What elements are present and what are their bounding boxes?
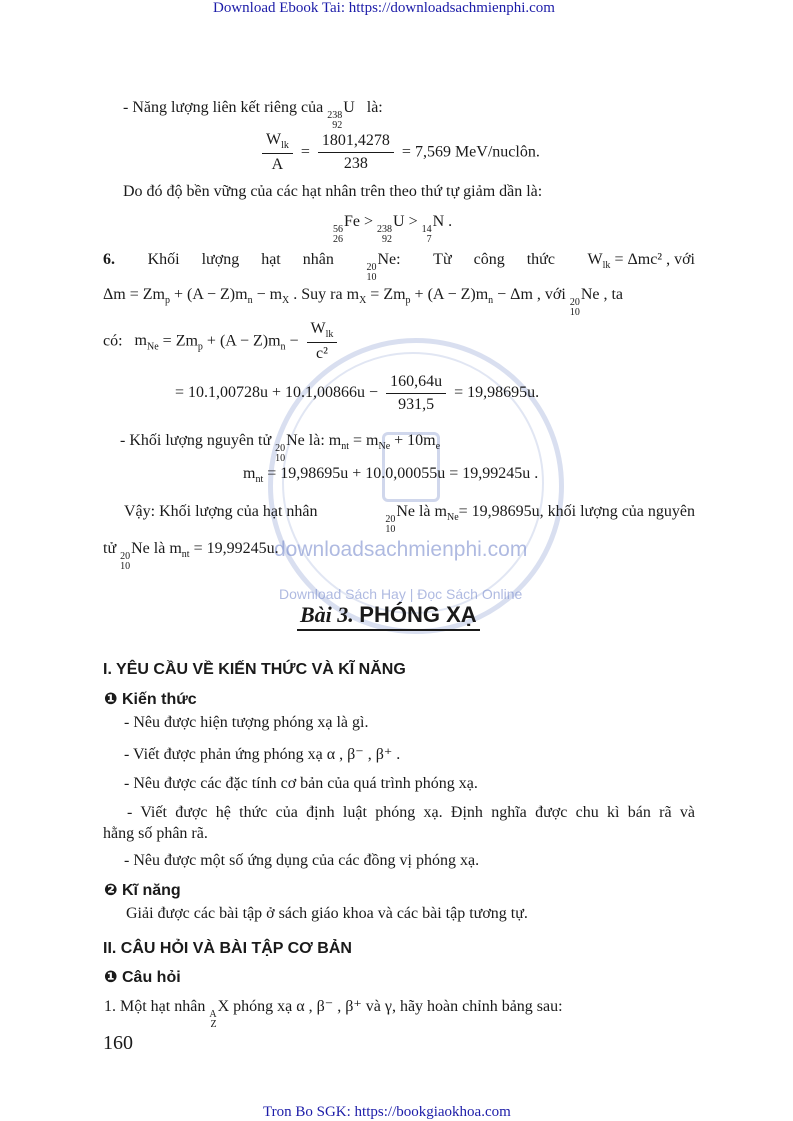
watermark-site: downloadsachmienphi.com [274, 538, 528, 561]
q6-line6: $m_{nt} = 19,98695u + 10.0,00055u = 19,99245u$ . [243, 465, 539, 486]
knowledge-item-5: - Nêu được một số ứng dụng của các đồng vị phóng xạ. [124, 852, 480, 869]
knowledge-item-4-cont: hằng số phân rã. [103, 825, 208, 842]
knowledge-item-3: - Nêu được các đặc tính cơ bản của quá trình phóng xạ. [124, 775, 478, 792]
skills-item-1: Giải được các bài tập ở sách giáo khoa và các bài tập tương tự. [126, 905, 528, 922]
line-binding-energy-u: - Năng lượng liên kết riêng của 238 92 U là: [123, 99, 383, 131]
formula-binding-energy: $\frac{W_{lk}}{A}$ = $\frac{1801,4278}{238}$ = 7,569 MeV/nuclôn. [258, 131, 540, 174]
section-1-heading: I. YÊU CẦU VỀ KIẾN THỨC VÀ KĨ NĂNG [103, 661, 406, 678]
fraction-wlk-c2: $\frac{W_{lk}}{\text{c²}}$ [307, 320, 338, 363]
q6-line5: - Khối lượng nguyên tử 20 10 Ne là: $m_{nt} = m_{Ne} + 10m_e$ [120, 432, 441, 464]
header-download-link[interactable]: Download Ebook Tai: https://downloadsachmienphi.com [213, 0, 555, 16]
q6-line1: 6. Khối lượng hạt nhân 20 10 Ne: Từ công thức $W_{lk} = \Delta mc^2$ , với [103, 251, 695, 283]
bullet-1-icon: ❶ [104, 691, 118, 708]
q6-line2: $\Delta m = Zm_p + (A - Z)m_n - m_X$ . Suy ra $m_X = Zm_p + (A - Z)m_n - \Delta m$ , với 20 10 Ne , ta [103, 286, 624, 318]
subsection-questions: ❶ Câu hỏi [104, 969, 181, 986]
watermark-tagline: Download Sách Hay | Đọc Sách Online [279, 586, 523, 602]
question-1: 1. Một hạt nhân A Z X phóng xạ α , β⁻ , β⁺ và γ, hãy hoàn chỉnh bảng sau: [104, 998, 563, 1030]
knowledge-item-2: - Viết được phản ứng phóng xạ α , β⁻ , β⁺ . [124, 746, 401, 763]
q6-line7: Vậy: Khối lượng của hạt nhân 20 10 Ne là $m_{Ne}= 19,98695u$, khối lượng của nguyên [124, 503, 695, 535]
section-2-heading: II. CÂU HỎI VÀ BÀI TẬP CƠ BẢN [103, 940, 352, 957]
fraction-mev: $\frac{160,64u}{931,5}$ [386, 373, 446, 414]
fraction-w-over-a: $\frac{W_{lk}}{A}$ [262, 131, 293, 174]
stability-order-text: Do đó độ bền vững của các hạt nhân trên theo thứ tự giảm dần là: [123, 183, 543, 200]
q6-line3: có: $m_{Ne} = Zm_p + (A - Z)m_n$ − $\frac{W_{lk}}{\text{c²}}$ [103, 320, 341, 363]
fraction-value: $\frac{1801,4278}{238}$ [318, 132, 394, 173]
subsection-skills: ❷ Kĩ năng [104, 882, 181, 899]
knowledge-item-1: - Nêu được hiện tượng phóng xạ là gì. [124, 714, 369, 731]
subsection-knowledge: ❶ Kiến thức [104, 691, 197, 708]
q6-line8: tử 20 10 Ne là $m_{nt} = 19,99245u$. [103, 540, 279, 572]
bullet-2-icon: ❷ [104, 882, 118, 899]
bullet-1b-icon: ❶ [104, 969, 118, 986]
stability-order: 56 26 Fe > 238 92 U > 14 7 N . [333, 213, 453, 245]
lesson-title: Bài 3. PHÓNG XẠ [297, 602, 480, 631]
page-number: 160 [103, 1032, 133, 1054]
isotope-u238: 238 92 [327, 110, 343, 131]
q6-line4: = 10.1,00728u + 10.1,00866u − $\frac{160,64u}{931,5}$ = 19,98695u. [175, 373, 540, 413]
footer-link[interactable]: Tron Bo SGK: https://bookgiaokhoa.com [263, 1104, 511, 1120]
knowledge-item-4: - Viết được hệ thức của định luật phóng xạ. Định nghĩa được chu kì bán rã và [127, 804, 695, 821]
